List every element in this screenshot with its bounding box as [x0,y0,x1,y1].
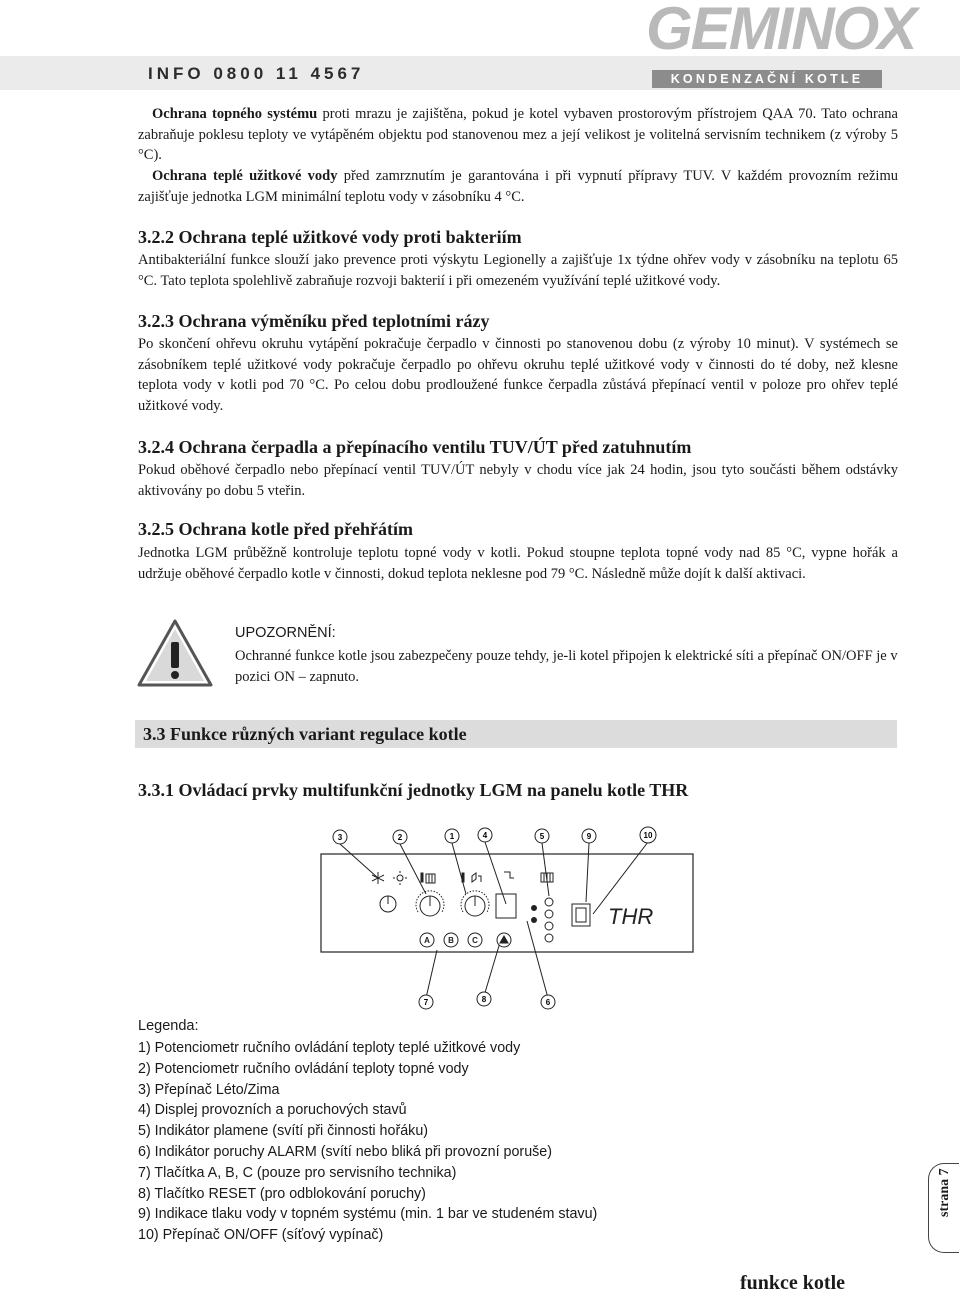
callout-2: 2 [397,833,403,842]
paragraph-text: Tato ochrana zabraňuje poklesu teploty ve vytápěném objektu pod stanovenou mez a její velikost je volitelná servisním technikem (z výroby 5 °C). [138,106,898,163]
callouts-bottom [419,992,555,1009]
callouts-top [333,827,656,844]
hotline-number: INFO 0800 11 4567 [148,64,365,83]
legend-item: 7) Tlačítka A, B, C (pouze pro servisního technika) [138,1164,457,1181]
button-a-label: A [424,936,430,945]
logo-subtitle: KONDENZAČNÍ KOTLE [652,70,882,88]
geminox-logo: GEMINOX [646,0,916,62]
button-c-label: C [472,936,478,945]
callout-6: 6 [545,998,551,1007]
section-text-3-2-5: Jednotka LGM průběžně kontroluje teplotu topné vody v kotli. Pokud stoupne teplota topné vody nad 85 °C, vypne hořák a udržuje oběhové čerpadlo kotle v činnosti, dokud teplota neklesne pod 79 °C. Následně může dojít k další aktivaci. [138,545,898,582]
legend-item: 4) Displej provozních a poruchových stavů [138,1102,407,1119]
paragraph-text: proti mrazu je zajištěna, pokud je kotel vybaven prostorovým přístrojem QAA 70. [317,106,817,122]
reset-button[interactable] [497,933,511,947]
legend-item: 1) Potenciometr ručního ovládání teploty teplé užitkové vody [138,1040,521,1056]
callout-5: 5 [539,832,545,841]
callout-4: 4 [482,831,488,840]
chapter-title: funkce kotle [740,1272,845,1294]
legend-item: 5) Indikátor plamene (svítí při činnosti hořáku) [138,1123,429,1140]
section-text-3-2-2: Antibakteriální funkce slouží jako prevence proti výskytu Legionelly a zajišťuje 1x týdne ohřev vody v zásobníku na teplotu 65 °C. Tato teplota spolehlivě zabraňuje rozvoji bakterií i při omezeném využívání teplé užitkové vody. [138,252,898,289]
button-b-label: B [448,936,454,945]
control-panel-diagram [318,824,698,1014]
legend-item: 9) Indikace tlaku vody v topném systému (min. 1 bar ve studeném stavu) [138,1206,598,1223]
warning-text: Ochranné funkce kotle jsou zabezpečeny pouze tehdy, je-li kotel připojen k elektrické síti a přepínač ON/OFF je v pozici ON – zapnuto. [235,648,898,685]
legend-item: 10) Přepínač ON/OFF (síťový vypínač) [138,1227,384,1244]
term-dhw-protection: Ochrana teplé užitkové vody [152,168,338,184]
section-text-3-2-4: Pokud oběhové čerpadlo nebo přepínací ventil TUV/ÚT nebyly v chodu více jak 24 hodin, jsou tyto součásti během odstávky aktivovány po dobu 5 vteřin. [138,462,898,499]
heading-3-3: 3.3 Funkce různých variant regulace kotle [143,724,467,744]
page-number: strana 7 [937,1168,952,1217]
legend-title: Legenda: [138,1018,199,1034]
heading-3-2-2: 3.2.2 Ochrana teplé užitkové vody proti bakteriím [138,227,522,247]
callout-8: 8 [481,995,487,1004]
legend-item: 8) Tlačítko RESET (pro odblokování poruchy) [138,1185,426,1202]
legend-list [138,1038,597,1246]
callout-1: 1 [449,832,455,841]
heading-3-2-5: 3.2.5 Ochrana kotle před přehřátím [138,519,413,539]
model-label: THR [608,904,654,929]
legend-item: 3) Přepínač Léto/Zima [138,1081,280,1098]
paragraph-heating-protection [138,104,898,166]
term-heating-protection: Ochrana topného systému [152,106,318,122]
heading-3-2-4: 3.2.4 Ochrana čerpadla a přepínacího ventilu TUV/ÚT před zatuhnutím [138,437,692,457]
callout-7: 7 [423,998,429,1007]
heading-3-3-1: 3.3.1 Ovládací prvky multifunkční jednotky LGM na panelu kotle THR [138,780,689,800]
paragraph-text: před zamrznutím je garantována i při vypnutí přípravy TUV. V každém provozním režimu zajišťuje jednotka LGM minimální teplotu vody v zásobníku 4 °C. [138,168,898,205]
callout-9: 9 [586,832,592,841]
warning-icon [136,618,214,688]
warning-title: UPOZORNĚNÍ: [235,625,336,641]
legend-item: 2) Potenciometr ručního ovládání teploty topné vody [138,1060,469,1077]
legend-item: 6) Indikátor poruchy ALARM (svítí nebo bliká při provozní poruše) [138,1143,553,1160]
heading-3-2-3: 3.2.3 Ochrana výměníku před teplotními rázy [138,311,490,331]
callout-10: 10 [643,831,653,840]
section-text-3-2-3: Po skončení ohřevu okruhu vytápění pokračuje čerpadlo v činnosti po stanovenou dobu (z výroby 10 minut). V systémech se zásobníkem teplé užitkové vody pokračuje čerpadlo po ohřevu okruhu teplé užitkové vody v činnosti do té doby, než klesne teplota vody v kotli pod 70 °C. Po celou dobu prodloužené funkce čerpadla zůstává přepínací ventil v poloze pro ohřev teplé užitkové vody. [138,336,898,414]
callout-3: 3 [337,833,343,842]
paragraph-dhw-protection [138,166,898,207]
